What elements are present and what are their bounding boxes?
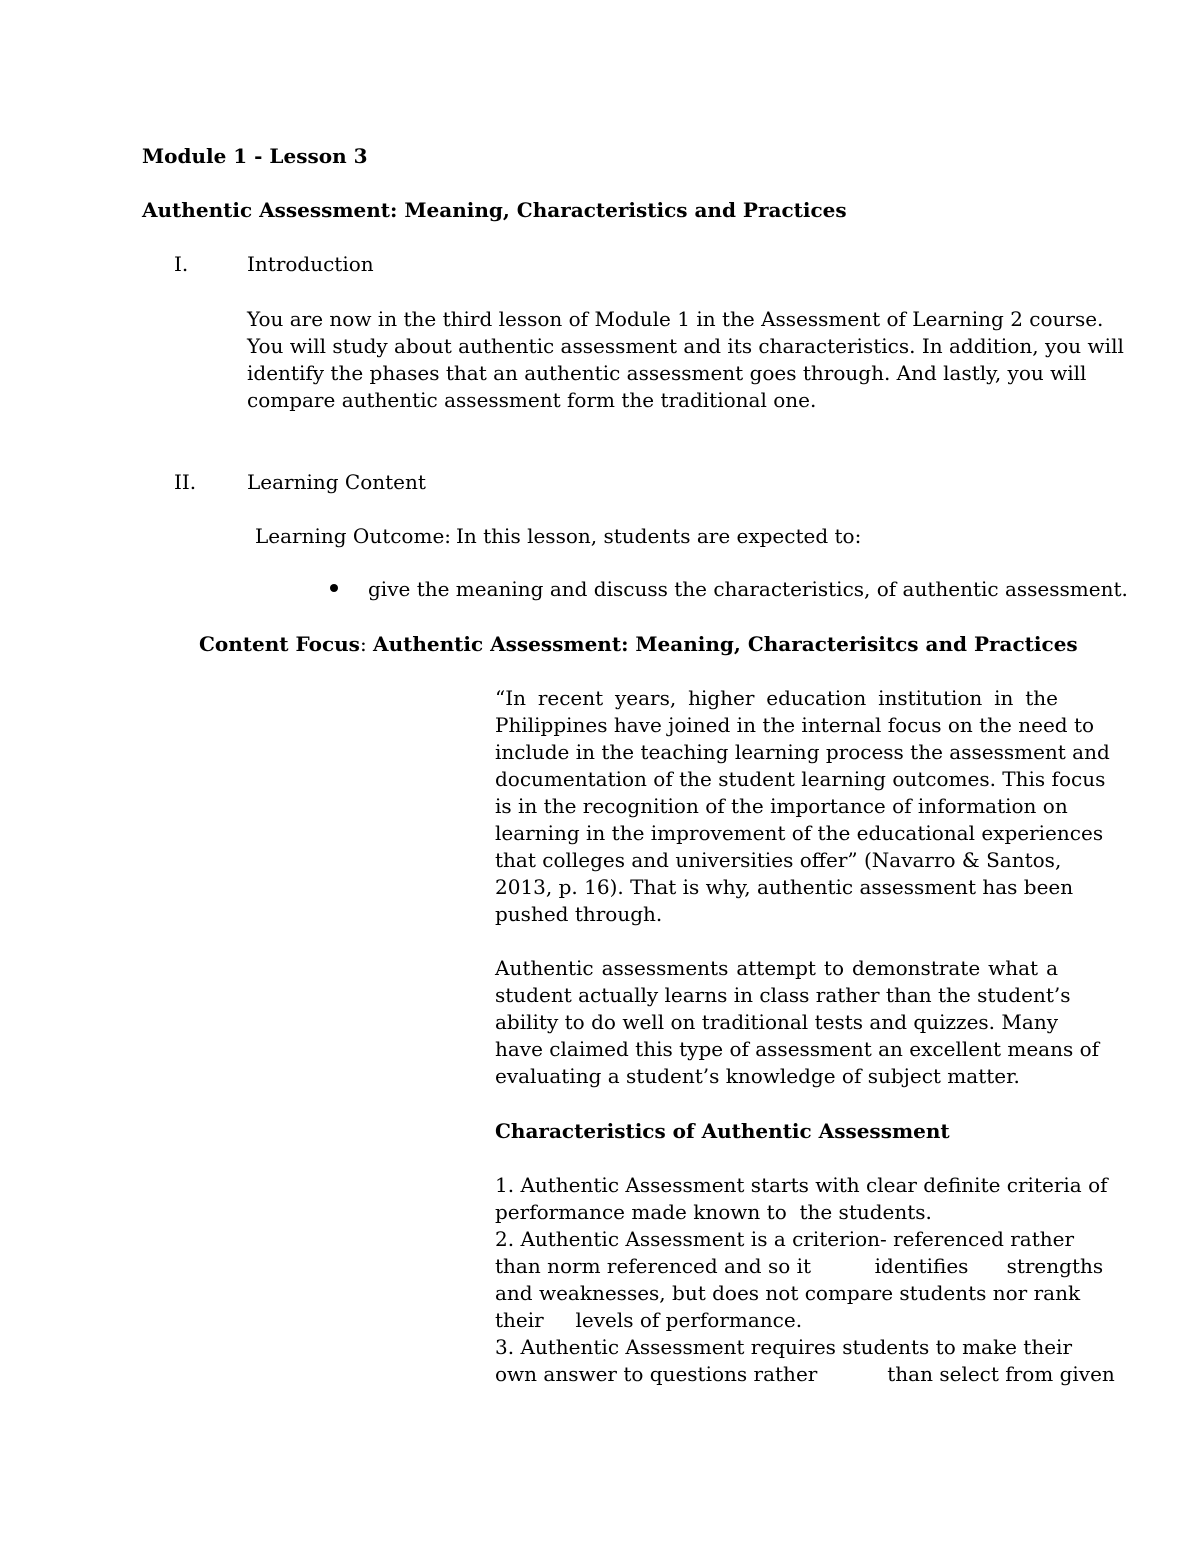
paragraph-line: documentation of the student learning outcomes. This focus (495, 767, 1106, 791)
section-1-heading: Introduction (247, 252, 374, 276)
paragraph-line: “In recent years, higher education institution in the (495, 686, 1058, 710)
content-focus-label: Content Focus (199, 632, 360, 656)
paragraph-line: 1. Authentic Assessment starts with clear definite criteria of (495, 1173, 1108, 1197)
paragraph-line: pushed through. (495, 902, 663, 926)
paragraph-line: have claimed this type of assessment an excellent means of (495, 1037, 1100, 1061)
outcome-bullet-item: give the meaning and discuss the characteristics, of authentic assessment. (368, 577, 1128, 601)
introduction-paragraph (247, 306, 1124, 414)
paragraph-line: ability to do well on traditional tests and quizzes. Many (495, 1010, 1058, 1034)
paragraph-line: their levels of performance. (495, 1308, 803, 1332)
paragraph-line: is in the recognition of the importance of information on (495, 794, 1068, 818)
intro-line: You will study about authentic assessment and its characteristics. In addition, you will (247, 334, 1124, 358)
section-2-heading: Learning Content (247, 470, 426, 494)
paragraph-line: Philippines have joined in the internal focus on the need to (495, 713, 1095, 737)
paragraph-line: Authentic assessments attempt to demonstrate what a (495, 956, 1058, 980)
paragraph-line: include in the teaching learning process the assessment and (495, 740, 1110, 764)
content-focus-separator: : (359, 632, 367, 656)
paragraph-line: student actually learns in class rather than the student’s (495, 983, 1071, 1007)
content-focus-title: Authentic Assessment: Meaning, Characterisitcs and Practices (373, 632, 1078, 656)
paragraph-line: own answer to questions rather than select from given (495, 1362, 1115, 1386)
section-2-numeral: II. (174, 470, 197, 494)
content-focus-heading (199, 631, 1078, 658)
learning-outcome-text: In this lesson, students are expected to: (456, 524, 862, 548)
lesson-title: Authentic Assessment: Meaning, Characteristics and Practices (142, 198, 847, 222)
intro-line: identify the phases that an authentic assessment goes through. And lastly, you will (247, 361, 1087, 385)
quote-paragraph (495, 685, 1110, 928)
paragraph-line: than norm referenced and so it identifies strengths (495, 1254, 1104, 1278)
paragraph-line: 2. Authentic Assessment is a criterion- referenced rather (495, 1227, 1075, 1251)
paragraph-line: 3. Authentic Assessment requires students to make their (495, 1335, 1073, 1359)
paragraph-line: that colleges and universities offer” (Navarro & Santos, (495, 848, 1062, 872)
paragraph-line: and weaknesses, but does not compare students nor rank (495, 1281, 1081, 1305)
paragraph-line: evaluating a student’s knowledge of subject matter. (495, 1064, 1020, 1088)
bullet-dot-icon (330, 584, 338, 592)
paragraph-line: 2013, p. 16). That is why, authentic assessment has been (495, 875, 1074, 899)
intro-line: You are now in the third lesson of Module 1 in the Assessment of Learning 2 course. (247, 307, 1104, 331)
learning-outcome-label: Learning Outcome: (255, 524, 452, 548)
section-1-numeral: I. (174, 252, 189, 276)
paragraph-line: learning in the improvement of the educational experiences (495, 821, 1104, 845)
characteristics-heading: Characteristics of Authentic Assessment (495, 1119, 950, 1143)
intro-line: compare authentic assessment form the traditional one. (247, 388, 817, 412)
module-lesson-heading: Module 1 - Lesson 3 (142, 144, 368, 168)
characteristics-list (495, 1172, 1115, 1388)
paragraph-line: performance made known to the students. (495, 1200, 932, 1224)
second-paragraph (495, 955, 1100, 1090)
